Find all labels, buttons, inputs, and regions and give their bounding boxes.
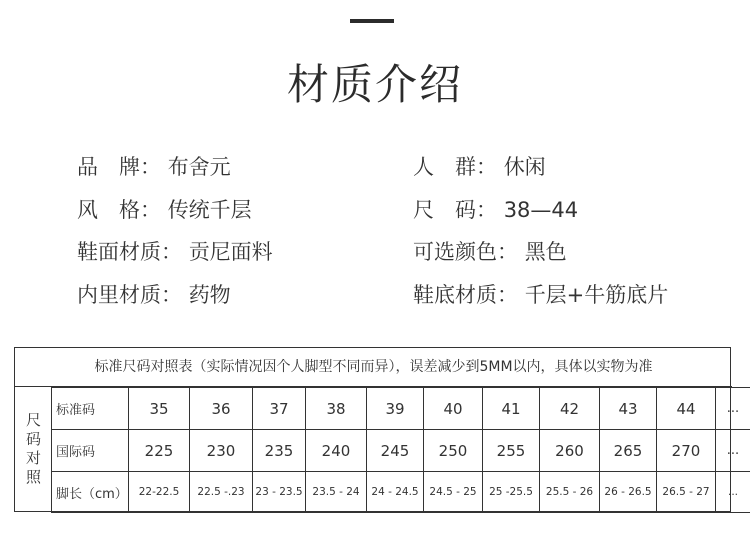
table-cell: 230 xyxy=(190,430,253,472)
size-chart-table xyxy=(14,347,740,512)
table-cell: 43 xyxy=(600,388,657,430)
table-cell: 44 xyxy=(657,388,716,430)
table-cell: 41 xyxy=(483,388,540,430)
table-cell: ... xyxy=(716,472,750,513)
table-cell: 235 xyxy=(253,430,306,472)
table-cell: 240 xyxy=(306,430,367,472)
spec-crowd-value: 休闲 xyxy=(503,155,546,179)
side-header-char: 码 xyxy=(25,430,41,448)
table-cell: 37 xyxy=(253,388,306,430)
table-cell: 22-22.5 xyxy=(129,472,190,513)
size-chart-caption: 标准尺码对照表（实际情况因个人脚型不同而异），误差减少到5MM以内，具体以实物为准 xyxy=(15,348,732,387)
size-chart-side-header xyxy=(17,387,50,511)
spec-crowd-label: 人 群： xyxy=(413,155,497,179)
spec-lining-value: 药物 xyxy=(188,283,231,307)
table-cell: 36 xyxy=(190,388,253,430)
spec-style-value: 传统千层 xyxy=(167,198,252,222)
side-header-char: 照 xyxy=(25,468,41,486)
table-cell: 40 xyxy=(424,388,483,430)
table-cell: 23 - 23.5 xyxy=(253,472,306,513)
table-cell: 39 xyxy=(367,388,424,430)
spec-size xyxy=(413,194,578,224)
table-cell: 265 xyxy=(600,430,657,472)
table-cell: 35 xyxy=(129,388,190,430)
table-cell: ... xyxy=(716,430,750,472)
spec-upper-label: 鞋面材质： xyxy=(77,240,182,264)
spec-color-label: 可选颜色： xyxy=(413,240,518,264)
table-cell: 26.5 - 27 xyxy=(657,472,716,513)
size-chart-grid xyxy=(51,387,750,513)
side-header-char: 对 xyxy=(25,449,41,467)
row-header: 国际码 xyxy=(52,430,129,472)
table-cell: 250 xyxy=(424,430,483,472)
spec-crowd xyxy=(413,151,546,181)
standard-size-row xyxy=(52,388,750,430)
table-cell: 25 -25.5 xyxy=(483,472,540,513)
table-cell: 38 xyxy=(306,388,367,430)
table-cell: 42 xyxy=(540,388,600,430)
table-cell: 22.5 -.23 xyxy=(190,472,253,513)
spec-upper-value: 贡尼面料 xyxy=(188,240,273,264)
page-title: 材质介绍 xyxy=(286,60,463,109)
spec-sole-value: 千层+牛筋底片 xyxy=(524,283,669,307)
spec-brand-value: 布舍元 xyxy=(167,155,231,179)
spec-sole xyxy=(413,279,668,309)
spec-size-value: 38—44 xyxy=(503,198,579,222)
spec-size-label: 尺 码： xyxy=(413,198,497,222)
row-header: 脚长（cm） xyxy=(52,472,129,513)
table-cell: 26 - 26.5 xyxy=(600,472,657,513)
title-accent-bar xyxy=(350,19,394,23)
spec-style-label: 风 格： xyxy=(77,198,161,222)
spec-lining-label: 内里材质： xyxy=(77,283,182,307)
spec-brand xyxy=(77,151,231,181)
table-cell: 260 xyxy=(540,430,600,472)
table-cell: 245 xyxy=(367,430,424,472)
table-cell: 270 xyxy=(657,430,716,472)
side-header-char: 尺 xyxy=(25,411,41,429)
table-cell: 24 - 24.5 xyxy=(367,472,424,513)
table-cell: ... xyxy=(716,388,750,430)
row-header: 标准码 xyxy=(52,388,129,430)
international-size-row xyxy=(52,430,750,472)
spec-sole-label: 鞋底材质： xyxy=(413,283,518,307)
spec-style xyxy=(77,194,252,224)
table-cell: 24.5 - 25 xyxy=(424,472,483,513)
table-cell: 23.5 - 24 xyxy=(306,472,367,513)
spec-upper xyxy=(77,236,273,266)
spec-lining xyxy=(77,279,231,309)
table-cell: 25.5 - 26 xyxy=(540,472,600,513)
table-cell: 225 xyxy=(129,430,190,472)
foot-length-row xyxy=(52,472,750,513)
spec-brand-label: 品 牌： xyxy=(77,155,161,179)
spec-color xyxy=(413,236,567,266)
table-cell: 255 xyxy=(483,430,540,472)
spec-color-value: 黑色 xyxy=(524,240,567,264)
